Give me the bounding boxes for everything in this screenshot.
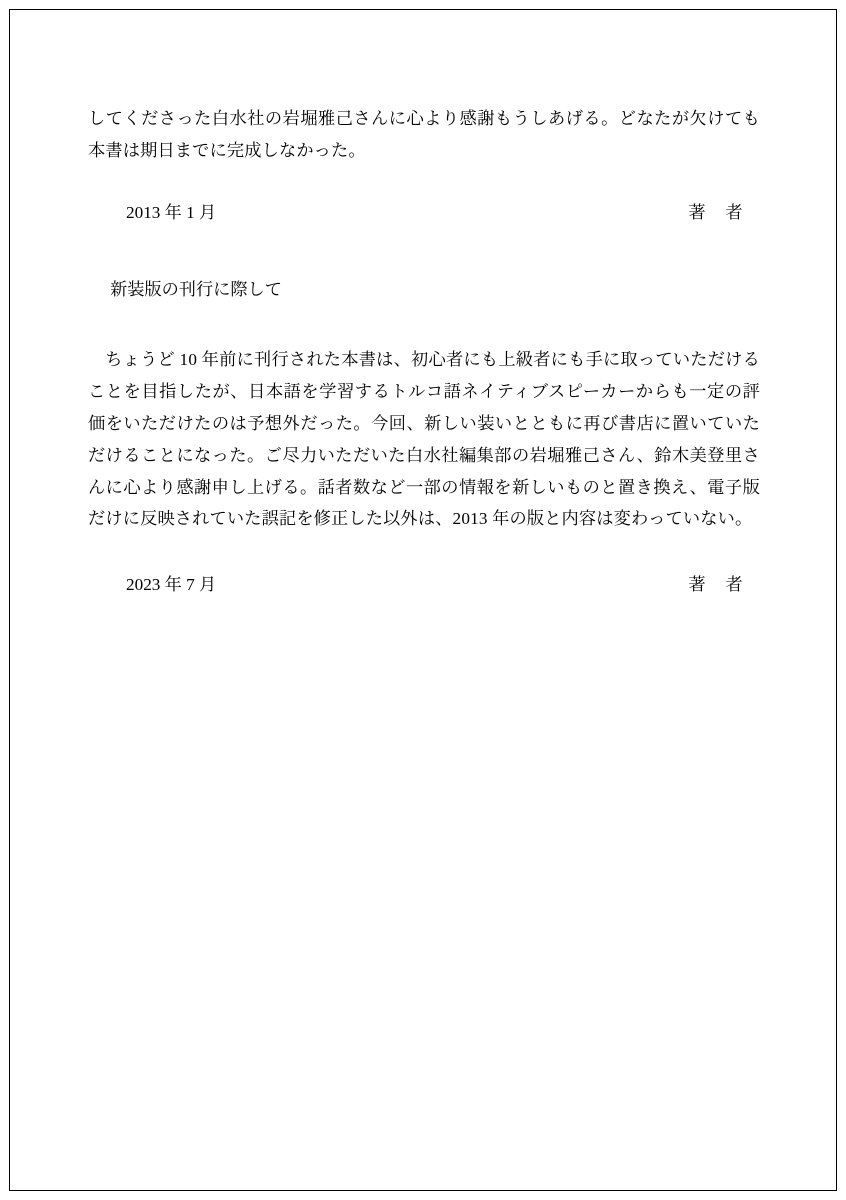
- new-edition-heading: 新装版の刊行に際して: [110, 280, 282, 300]
- signature-second: [88, 569, 760, 601]
- new-edition-paragraph: ちょうど 10 年前に刊行された本書は、初心者にも上級者にも手に取っていただけることを目指したが、日本語を学習するトルコ語ネイティブスピーカーからも一定の評価をいただけたのは予想外だった。今回、新しい装いとともに再び書店に置いていただけることになった。ご尽力いただいた白水社編集部の岩堀雅己さん、鈴木美登里さんに心より感謝申し上げる。話者数など一部の情報を新しいものと置き換え、電子版だけに反映されていた誤記を修正した以外は、2013 年の版と内容は変わっていない。: [88, 350, 760, 529]
- signature-author: 著 者: [688, 575, 751, 595]
- page-content: [88, 103, 760, 601]
- signature-first: [88, 197, 760, 229]
- spacer: [88, 167, 760, 197]
- spacer: [88, 535, 760, 569]
- closing-paragraph: してくださった白水社の岩堀雅己さんに心より感謝もうしあげる。どなたが欠けても本書は期日までに完成しなかった。: [88, 109, 760, 160]
- signature-date: 2013 年 1 月: [126, 202, 217, 222]
- signature-date: 2023 年 7 月: [126, 575, 217, 595]
- signature-author: 著 者: [688, 202, 751, 222]
- spacer: [88, 306, 760, 344]
- spacer: [88, 228, 760, 274]
